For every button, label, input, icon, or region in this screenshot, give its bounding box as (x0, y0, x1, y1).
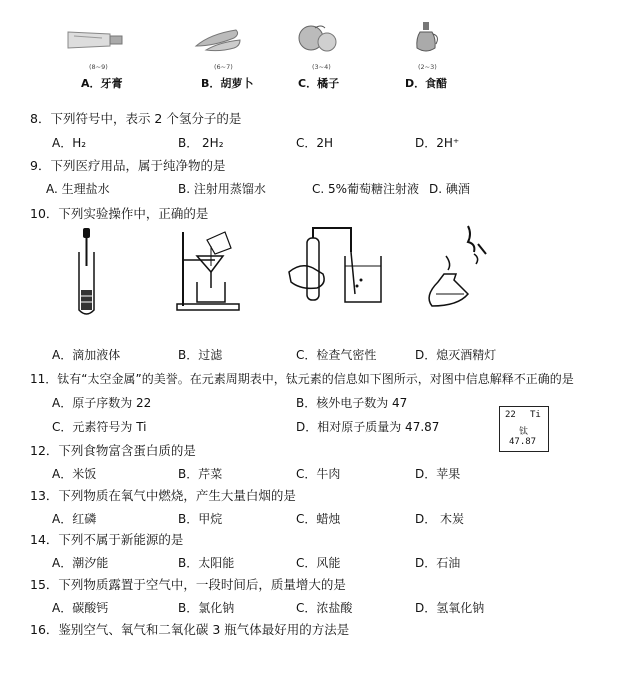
q10-option-b[interactable]: B．过滤 (178, 348, 223, 362)
product-label-a: A．牙膏 (81, 77, 123, 90)
q9-option-d[interactable]: D. 碘酒 (429, 182, 470, 196)
q11-option-b[interactable]: B．核外电子数为 47 (296, 396, 408, 410)
q8-stem: 8．下列符号中，表示 2 个氢分子的是 (30, 111, 242, 126)
q9-option-a[interactable]: A. 生理盐水 (46, 182, 110, 196)
q11-option-d[interactable]: D．相对原子质量为 47.87 (296, 420, 440, 434)
vinegar-bottle-icon (412, 20, 442, 56)
q12-option-a[interactable]: A．米饭 (52, 467, 97, 481)
element-name: 钛 (519, 427, 529, 437)
q9-stem: 9．下列医疗用品，属于纯净物的是 (30, 158, 226, 173)
airtightness-check-illustration (283, 222, 393, 312)
q13-stem: 13．下列物质在氧气中燃烧，产生大量白烟的是 (30, 488, 296, 503)
q9-option-c[interactable]: C. 5%葡萄糖注射液 (312, 182, 420, 196)
q11-option-c[interactable]: C．元素符号为 Ti (52, 420, 147, 434)
q14-option-b[interactable]: B．太阳能 (178, 556, 235, 570)
element-atomic-mass: 47.87 (509, 437, 537, 447)
alcohol-lamp-extinguish-illustration (428, 224, 498, 312)
q11-option-a[interactable]: A．原子序数为 22 (52, 396, 152, 410)
product-label-b: B．胡萝卜 (201, 77, 254, 90)
ph-range-d: (2~3) (418, 63, 437, 71)
q15-option-a[interactable]: A．碳酸钙 (52, 601, 109, 615)
q15-option-c[interactable]: C．浓盐酸 (296, 601, 353, 615)
element-symbol: Ti (530, 410, 541, 420)
filtration-apparatus-illustration (175, 226, 245, 318)
q13-option-b[interactable]: B．甲烷 (178, 512, 223, 526)
q15-stem: 15．下列物质露置于空气中，一段时间后，质量增大的是 (30, 577, 346, 592)
q12-option-b[interactable]: B．芹菜 (178, 467, 223, 481)
element-atomic-number: 22 (505, 410, 516, 420)
q12-option-d[interactable]: D．苹果 (415, 467, 461, 481)
q12-option-c[interactable]: C．牛肉 (296, 467, 341, 481)
ph-range-b: (6~7) (214, 63, 233, 71)
q11-stem: 11．钛有“太空金属”的美誉。在元素周期表中，钛元素的信息如下图所示，对图中信息解释不正确的是 (30, 372, 574, 386)
q14-option-c[interactable]: C．风能 (296, 556, 341, 570)
q13-option-c[interactable]: C．蜡烛 (296, 512, 341, 526)
q16-stem: 16．鉴别空气、氧气和二氧化碳 3 瓶气体最好用的方法是 (30, 622, 350, 637)
q10-option-d[interactable]: D．熄灭酒精灯 (415, 348, 497, 362)
q10-stem: 10．下列实验操作中，正确的是 (30, 206, 209, 221)
titanium-element-card (499, 406, 549, 452)
q14-stem: 14．下列不属于新能源的是 (30, 532, 184, 547)
ph-range-a: (8~9) (89, 63, 108, 71)
product-label-c: C．橘子 (298, 77, 340, 90)
q14-option-a[interactable]: A．潮汐能 (52, 556, 109, 570)
dropper-test-tube-illustration (72, 226, 102, 318)
ph-range-c: (3~4) (312, 63, 331, 71)
orange-icon (295, 22, 345, 54)
q14-option-d[interactable]: D．石油 (415, 556, 461, 570)
q10-option-c[interactable]: C．检查气密性 (296, 348, 377, 362)
q8-option-b[interactable]: B． 2H₂ (178, 136, 224, 150)
q13-option-a[interactable]: A．红磷 (52, 512, 97, 526)
q8-option-c[interactable]: C．2H (296, 136, 334, 150)
toothpaste-icon (66, 28, 126, 58)
q10-option-a[interactable]: A．滴加液体 (52, 348, 121, 362)
q8-option-a[interactable]: A．H₂ (52, 136, 87, 150)
carrot-icon (190, 24, 250, 54)
q15-option-d[interactable]: D．氢氧化钠 (415, 601, 485, 615)
q13-option-d[interactable]: D． 木炭 (415, 512, 465, 526)
q15-option-b[interactable]: B．氯化钠 (178, 601, 235, 615)
product-label-d: D．食醋 (405, 77, 448, 90)
q9-option-b[interactable]: B. 注射用蒸馏水 (178, 182, 266, 196)
q12-stem: 12．下列食物富含蛋白质的是 (30, 443, 196, 458)
q8-option-d[interactable]: D．2H⁺ (415, 136, 460, 150)
